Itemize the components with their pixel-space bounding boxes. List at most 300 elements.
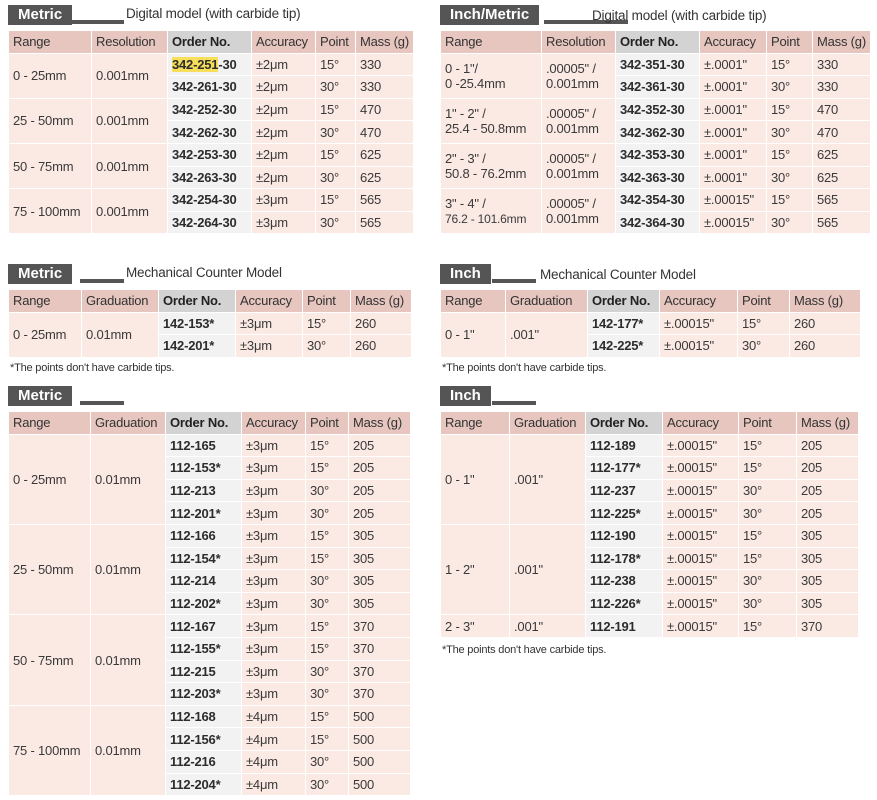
tab-underline [492, 401, 536, 405]
range-cell: 2 - 3" [441, 615, 510, 638]
range-cell [441, 143, 542, 188]
graduation-cell: .001" [510, 434, 586, 524]
point-cell: 30° [316, 211, 356, 234]
point-cell: 30° [739, 592, 797, 615]
header-mass: Mass (g) [349, 412, 411, 435]
order-number-cell: 342-261-30 [168, 76, 252, 99]
order-number-cell: 112-204* [166, 773, 242, 796]
mass-cell: 370 [349, 660, 411, 683]
header-resolution: Resolution [92, 31, 168, 54]
range-cell: 0 - 25mm [9, 434, 91, 524]
order-number-cell: 112-226* [586, 592, 663, 615]
mass-cell: 500 [349, 750, 411, 773]
mass-cell: 305 [797, 547, 859, 570]
graduation-cell: .001" [510, 615, 586, 638]
header-accuracy: Accuracy [663, 412, 739, 435]
order-number-cell: 112-190 [586, 524, 663, 547]
mass-cell: 565 [356, 189, 414, 212]
point-cell: 30° [767, 211, 813, 234]
point-cell: 15° [306, 547, 349, 570]
mass-cell: 500 [349, 705, 411, 728]
accuracy-cell: ±2μm [252, 53, 316, 76]
accuracy-cell: ±3μm [242, 592, 306, 615]
tab-underline [80, 401, 124, 405]
point-cell: 15° [739, 524, 797, 547]
accuracy-cell: ±3μm [242, 683, 306, 706]
accuracy-cell: ±2μm [252, 98, 316, 121]
mass-cell: 205 [349, 457, 411, 480]
accuracy-cell: ±3μm [252, 189, 316, 212]
order-number-cell: 142-177* [588, 312, 660, 335]
mass-cell: 305 [797, 592, 859, 615]
mass-cell: 625 [813, 166, 871, 189]
mass-cell: 625 [356, 143, 414, 166]
accuracy-cell: ±4μm [242, 728, 306, 751]
section-subtitle: Mechanical Counter Model [126, 265, 282, 280]
range-cell: 50 - 75mm [9, 615, 91, 705]
header-point: Point [738, 290, 790, 313]
order-number-cell: 112-215 [166, 660, 242, 683]
accuracy-cell: ±3μm [236, 335, 303, 358]
point-cell: 15° [739, 615, 797, 638]
accuracy-cell: ±3μm [242, 502, 306, 525]
table-row [9, 524, 411, 547]
mass-cell: 565 [813, 189, 871, 212]
point-cell: 30° [303, 335, 351, 358]
order-number-cell: 342-354-30 [616, 189, 700, 212]
header-range: Range [9, 31, 92, 54]
table-row [441, 312, 861, 335]
header-point: Point [316, 31, 356, 54]
range-cell: 0 - 1" [441, 434, 510, 524]
point-cell: 30° [739, 570, 797, 593]
resolution-line-2: 0.001mm [546, 211, 599, 227]
point-cell: 30° [739, 502, 797, 525]
mass-cell: 260 [790, 312, 861, 335]
digital-metric-section [8, 5, 414, 234]
resolution-cell [542, 143, 616, 188]
mass-cell: 330 [813, 53, 871, 76]
point-cell: 15° [767, 189, 813, 212]
order-number-cell: 342-361-30 [616, 76, 700, 99]
resolution-cell: 0.001mm [92, 143, 168, 188]
accuracy-cell: ±3μm [242, 434, 306, 457]
table-row [9, 189, 414, 212]
section-subtitle: Mechanical Counter Model [540, 267, 696, 282]
header-resolution: Resolution [542, 31, 616, 54]
point-cell: 30° [306, 502, 349, 525]
header-range: Range [441, 31, 542, 54]
point-cell: 30° [316, 76, 356, 99]
mass-cell: 205 [797, 457, 859, 480]
order-number-cell: 112-191 [586, 615, 663, 638]
point-cell: 15° [316, 189, 356, 212]
mass-cell: 260 [351, 335, 412, 358]
point-cell: 15° [316, 98, 356, 121]
section-tab: Inch [440, 264, 491, 284]
table-row [441, 615, 859, 638]
accuracy-cell: ±.0001" [700, 98, 767, 121]
mass-cell: 470 [356, 98, 414, 121]
point-cell: 30° [739, 479, 797, 502]
point-cell: 15° [767, 143, 813, 166]
resolution-line-1: .00005" / [546, 105, 596, 121]
range-cell: 25 - 50mm [9, 524, 91, 614]
mass-cell: 370 [349, 683, 411, 706]
order-number-cell: 112-201* [166, 502, 242, 525]
point-cell: 30° [767, 166, 813, 189]
accuracy-cell: ±3μm [242, 479, 306, 502]
table-row [441, 53, 871, 76]
order-number-cell: 112-214 [166, 570, 242, 593]
header-order-no: Order No. [586, 412, 663, 435]
range-line-2: 50.8 - 76.2mm [445, 166, 527, 182]
header-order-no: Order No. [588, 290, 660, 313]
mass-cell: 205 [349, 479, 411, 502]
accuracy-cell: ±2μm [252, 76, 316, 99]
section-tab: Inch [440, 386, 491, 406]
mechanical-metric-table [8, 289, 412, 358]
header-graduation: Graduation [82, 290, 159, 313]
accuracy-cell: ±2μm [252, 166, 316, 189]
point-cell: 15° [767, 53, 813, 76]
order-number-cell: 112-177* [586, 457, 663, 480]
order-number-cell: 112-154* [166, 547, 242, 570]
point-cell: 30° [306, 750, 349, 773]
range-cell: 75 - 100mm [9, 189, 92, 234]
resolution-line-2: 0.001mm [546, 120, 599, 136]
accuracy-cell: ±.00015" [663, 570, 739, 593]
range-cell: 50 - 75mm [9, 143, 92, 188]
header-order-no: Order No. [166, 412, 242, 435]
range-cell: 0 - 25mm [9, 312, 82, 357]
header-accuracy: Accuracy [700, 31, 767, 54]
accuracy-cell: ±.00015" [660, 312, 738, 335]
order-number-cell: 342-262-30 [168, 121, 252, 144]
header-mass: Mass (g) [797, 412, 859, 435]
tab-underline [68, 20, 124, 24]
accuracy-cell: ±.00015" [663, 547, 739, 570]
order-number-cell: 112-203* [166, 683, 242, 706]
header-point: Point [303, 290, 351, 313]
accuracy-cell: ±.00015" [663, 524, 739, 547]
table-row [441, 189, 871, 212]
mass-cell: 625 [813, 143, 871, 166]
header-order-no: Order No. [159, 290, 236, 313]
order-number-cell: 342-252-30 [168, 98, 252, 121]
table-row [441, 434, 859, 457]
accuracy-cell: ±3μm [242, 660, 306, 683]
header-point: Point [767, 31, 813, 54]
point-cell: 15° [739, 434, 797, 457]
header-mass: Mass (g) [813, 31, 871, 54]
mass-cell: 205 [797, 434, 859, 457]
accuracy-cell: ±.0001" [700, 76, 767, 99]
point-cell: 15° [767, 98, 813, 121]
mass-cell: 205 [349, 434, 411, 457]
point-cell: 30° [306, 592, 349, 615]
header-accuracy: Accuracy [242, 412, 306, 435]
header-accuracy: Accuracy [660, 290, 738, 313]
footnote: *The points don't have carbide tips. [442, 362, 607, 374]
mass-cell: 330 [356, 53, 414, 76]
footnote: *The points don't have carbide tips. [442, 644, 607, 656]
mass-cell: 370 [349, 637, 411, 660]
header-accuracy: Accuracy [236, 290, 303, 313]
mass-cell: 625 [356, 166, 414, 189]
accuracy-cell: ±.00015" [700, 211, 767, 234]
resolution-cell: 0.001mm [92, 98, 168, 143]
graduation-cell: 0.01mm [91, 705, 166, 795]
range-cell [441, 53, 542, 98]
accuracy-cell: ±.00015" [663, 434, 739, 457]
order-number-cell: 112-156* [166, 728, 242, 751]
header-point: Point [739, 412, 797, 435]
order-number-cell: 342-254-30 [168, 189, 252, 212]
order-number-cell: 142-153* [159, 312, 236, 335]
mass-cell: 305 [349, 570, 411, 593]
order-number-cell: 112-168 [166, 705, 242, 728]
table-row [9, 312, 412, 335]
order-number-cell: 112-165 [166, 434, 242, 457]
mass-cell: 205 [797, 479, 859, 502]
table-row [9, 98, 414, 121]
point-cell: 30° [316, 121, 356, 144]
order-number-cell: 112-155* [166, 637, 242, 660]
accuracy-cell: ±3μm [242, 637, 306, 660]
order-number-suffix: -30 [218, 56, 237, 72]
point-cell: 30° [738, 335, 790, 358]
mass-cell: 260 [790, 335, 861, 358]
standard-inch-section [440, 386, 860, 638]
accuracy-cell: ±3μm [242, 524, 306, 547]
table-row [9, 615, 411, 638]
accuracy-cell: ±.00015" [663, 592, 739, 615]
mass-cell: 305 [349, 592, 411, 615]
accuracy-cell: ±4μm [242, 773, 306, 796]
mass-cell: 470 [813, 98, 871, 121]
order-number-cell: 112-216 [166, 750, 242, 773]
accuracy-cell: ±2μm [252, 121, 316, 144]
resolution-cell [542, 98, 616, 143]
point-cell: 30° [316, 166, 356, 189]
mass-cell: 305 [797, 570, 859, 593]
mass-cell: 330 [813, 76, 871, 99]
table-row [441, 98, 871, 121]
resolution-line-2: 0.001mm [546, 75, 599, 91]
header-range: Range [441, 412, 510, 435]
digital-metric-table [8, 30, 414, 234]
table-row [9, 143, 414, 166]
resolution-line-1: .00005" / [546, 151, 596, 167]
graduation-cell: .001" [506, 312, 588, 357]
standard-metric-section [8, 386, 411, 796]
accuracy-cell: ±3μm [242, 547, 306, 570]
header-point: Point [306, 412, 349, 435]
mass-cell: 370 [797, 615, 859, 638]
mechanical-metric-section [8, 264, 412, 358]
section-tab: Metric [8, 5, 72, 25]
order-number-cell: 342-263-30 [168, 166, 252, 189]
order-number-cell: 112-237 [586, 479, 663, 502]
header-range: Range [9, 290, 82, 313]
section-subtitle: Digital model (with carbide tip) [592, 8, 767, 23]
range-cell [441, 98, 542, 143]
point-cell: 15° [306, 434, 349, 457]
accuracy-cell: ±.00015" [663, 479, 739, 502]
point-cell: 15° [739, 457, 797, 480]
accuracy-cell: ±2μm [252, 143, 316, 166]
order-number-cell: 142-201* [159, 335, 236, 358]
resolution-cell [542, 189, 616, 234]
resolution-line-1: .00005" / [546, 60, 596, 76]
mass-cell: 330 [356, 76, 414, 99]
range-line-1: 2" - 3" / [445, 151, 486, 167]
header-mass: Mass (g) [790, 290, 861, 313]
table-row [9, 705, 411, 728]
point-cell: 15° [316, 53, 356, 76]
header-graduation: Graduation [91, 412, 166, 435]
order-number-cell: 112-189 [586, 434, 663, 457]
mass-cell: 500 [349, 773, 411, 796]
resolution-cell: 0.001mm [92, 189, 168, 234]
order-number-cell: 142-225* [588, 335, 660, 358]
range-line-1: 3" - 4" / [445, 195, 486, 211]
graduation-cell: 0.01mm [91, 615, 166, 705]
point-cell: 15° [306, 637, 349, 660]
digital-inch-section [440, 5, 871, 234]
order-number-cell: 342-362-30 [616, 121, 700, 144]
point-cell: 15° [306, 705, 349, 728]
graduation-cell: 0.01mm [91, 524, 166, 614]
mass-cell: 205 [797, 502, 859, 525]
point-cell: 30° [306, 773, 349, 796]
table-row [441, 143, 871, 166]
section-tab: Inch/Metric [440, 5, 539, 25]
order-number-cell: 112-153* [166, 457, 242, 480]
accuracy-cell: ±.00015" [663, 615, 739, 638]
header-order-no: Order No. [168, 31, 252, 54]
range-cell: 25 - 50mm [9, 98, 92, 143]
graduation-cell: .001" [510, 524, 586, 614]
header-mass: Mass (g) [351, 290, 412, 313]
section-tab: Metric [8, 386, 72, 406]
accuracy-cell: ±3μm [242, 457, 306, 480]
accuracy-cell: ±.0001" [700, 121, 767, 144]
table-row [9, 434, 411, 457]
section-subtitle: Digital model (with carbide tip) [126, 6, 301, 21]
digital-inch-table [440, 30, 871, 234]
point-cell: 30° [306, 660, 349, 683]
range-line-1: 1" - 2" / [445, 105, 486, 121]
resolution-line-1: .00005" / [546, 196, 596, 212]
order-number-cell: 342-351-30 [616, 53, 700, 76]
range-line-2: 0 -25.4mm [445, 75, 506, 91]
footnote: *The points don't have carbide tips. [10, 362, 175, 374]
range-line-2: 76.2 - 101.6mm [445, 211, 527, 226]
order-number-cell: 112-166 [166, 524, 242, 547]
point-cell: 30° [306, 570, 349, 593]
point-cell: 15° [306, 615, 349, 638]
standard-metric-table [8, 411, 411, 796]
range-cell [441, 189, 542, 234]
accuracy-cell: ±.0001" [700, 53, 767, 76]
point-cell: 15° [306, 457, 349, 480]
section-tab: Metric [8, 264, 72, 284]
mass-cell: 370 [349, 615, 411, 638]
header-range: Range [441, 290, 506, 313]
order-number-cell: 342-353-30 [616, 143, 700, 166]
mass-cell: 305 [797, 524, 859, 547]
point-cell: 15° [303, 312, 351, 335]
range-cell: 1 - 2" [441, 524, 510, 614]
mechanical-inch-section [440, 264, 861, 358]
mass-cell: 260 [351, 312, 412, 335]
order-number-cell: 112-202* [166, 592, 242, 615]
order-number-cell: 112-178* [586, 547, 663, 570]
accuracy-cell: ±.00015" [660, 335, 738, 358]
mass-cell: 305 [349, 524, 411, 547]
mass-cell: 305 [349, 547, 411, 570]
mass-cell: 470 [813, 121, 871, 144]
header-accuracy: Accuracy [252, 31, 316, 54]
order-number-cell: 112-213 [166, 479, 242, 502]
range-cell: 0 - 1" [441, 312, 506, 357]
header-graduation: Graduation [506, 290, 588, 313]
table-row [9, 53, 414, 76]
mechanical-inch-table [440, 289, 861, 358]
mass-cell: 565 [813, 211, 871, 234]
table-row [441, 524, 859, 547]
point-cell: 15° [738, 312, 790, 335]
mass-cell: 565 [356, 211, 414, 234]
order-number-cell: 342-363-30 [616, 166, 700, 189]
resolution-cell: 0.001mm [92, 53, 168, 98]
point-cell: 30° [306, 479, 349, 502]
accuracy-cell: ±.00015" [663, 457, 739, 480]
tab-underline [80, 279, 124, 283]
header-range: Range [9, 412, 91, 435]
highlighted-order-number: 342-251 [172, 56, 219, 72]
resolution-line-2: 0.001mm [546, 166, 599, 182]
graduation-cell: 0.01mm [82, 312, 159, 357]
accuracy-cell: ±3μm [242, 570, 306, 593]
point-cell: 30° [767, 76, 813, 99]
point-cell: 15° [306, 728, 349, 751]
standard-inch-table [440, 411, 859, 638]
point-cell: 30° [767, 121, 813, 144]
accuracy-cell: ±4μm [242, 705, 306, 728]
order-number-cell [168, 53, 252, 76]
point-cell: 15° [306, 524, 349, 547]
mass-cell: 500 [349, 728, 411, 751]
point-cell: 30° [306, 683, 349, 706]
order-number-cell: 342-253-30 [168, 143, 252, 166]
resolution-cell [542, 53, 616, 98]
accuracy-cell: ±3μm [242, 615, 306, 638]
order-number-cell: 112-238 [586, 570, 663, 593]
accuracy-cell: ±.00015" [663, 502, 739, 525]
point-cell: 15° [739, 547, 797, 570]
accuracy-cell: ±3μm [236, 312, 303, 335]
order-number-cell: 342-364-30 [616, 211, 700, 234]
accuracy-cell: ±3μm [252, 211, 316, 234]
tab-underline [492, 279, 536, 283]
header-order-no: Order No. [616, 31, 700, 54]
range-line-1: 0 - 1"/ [445, 60, 478, 76]
mass-cell: 470 [356, 121, 414, 144]
accuracy-cell: ±.0001" [700, 166, 767, 189]
